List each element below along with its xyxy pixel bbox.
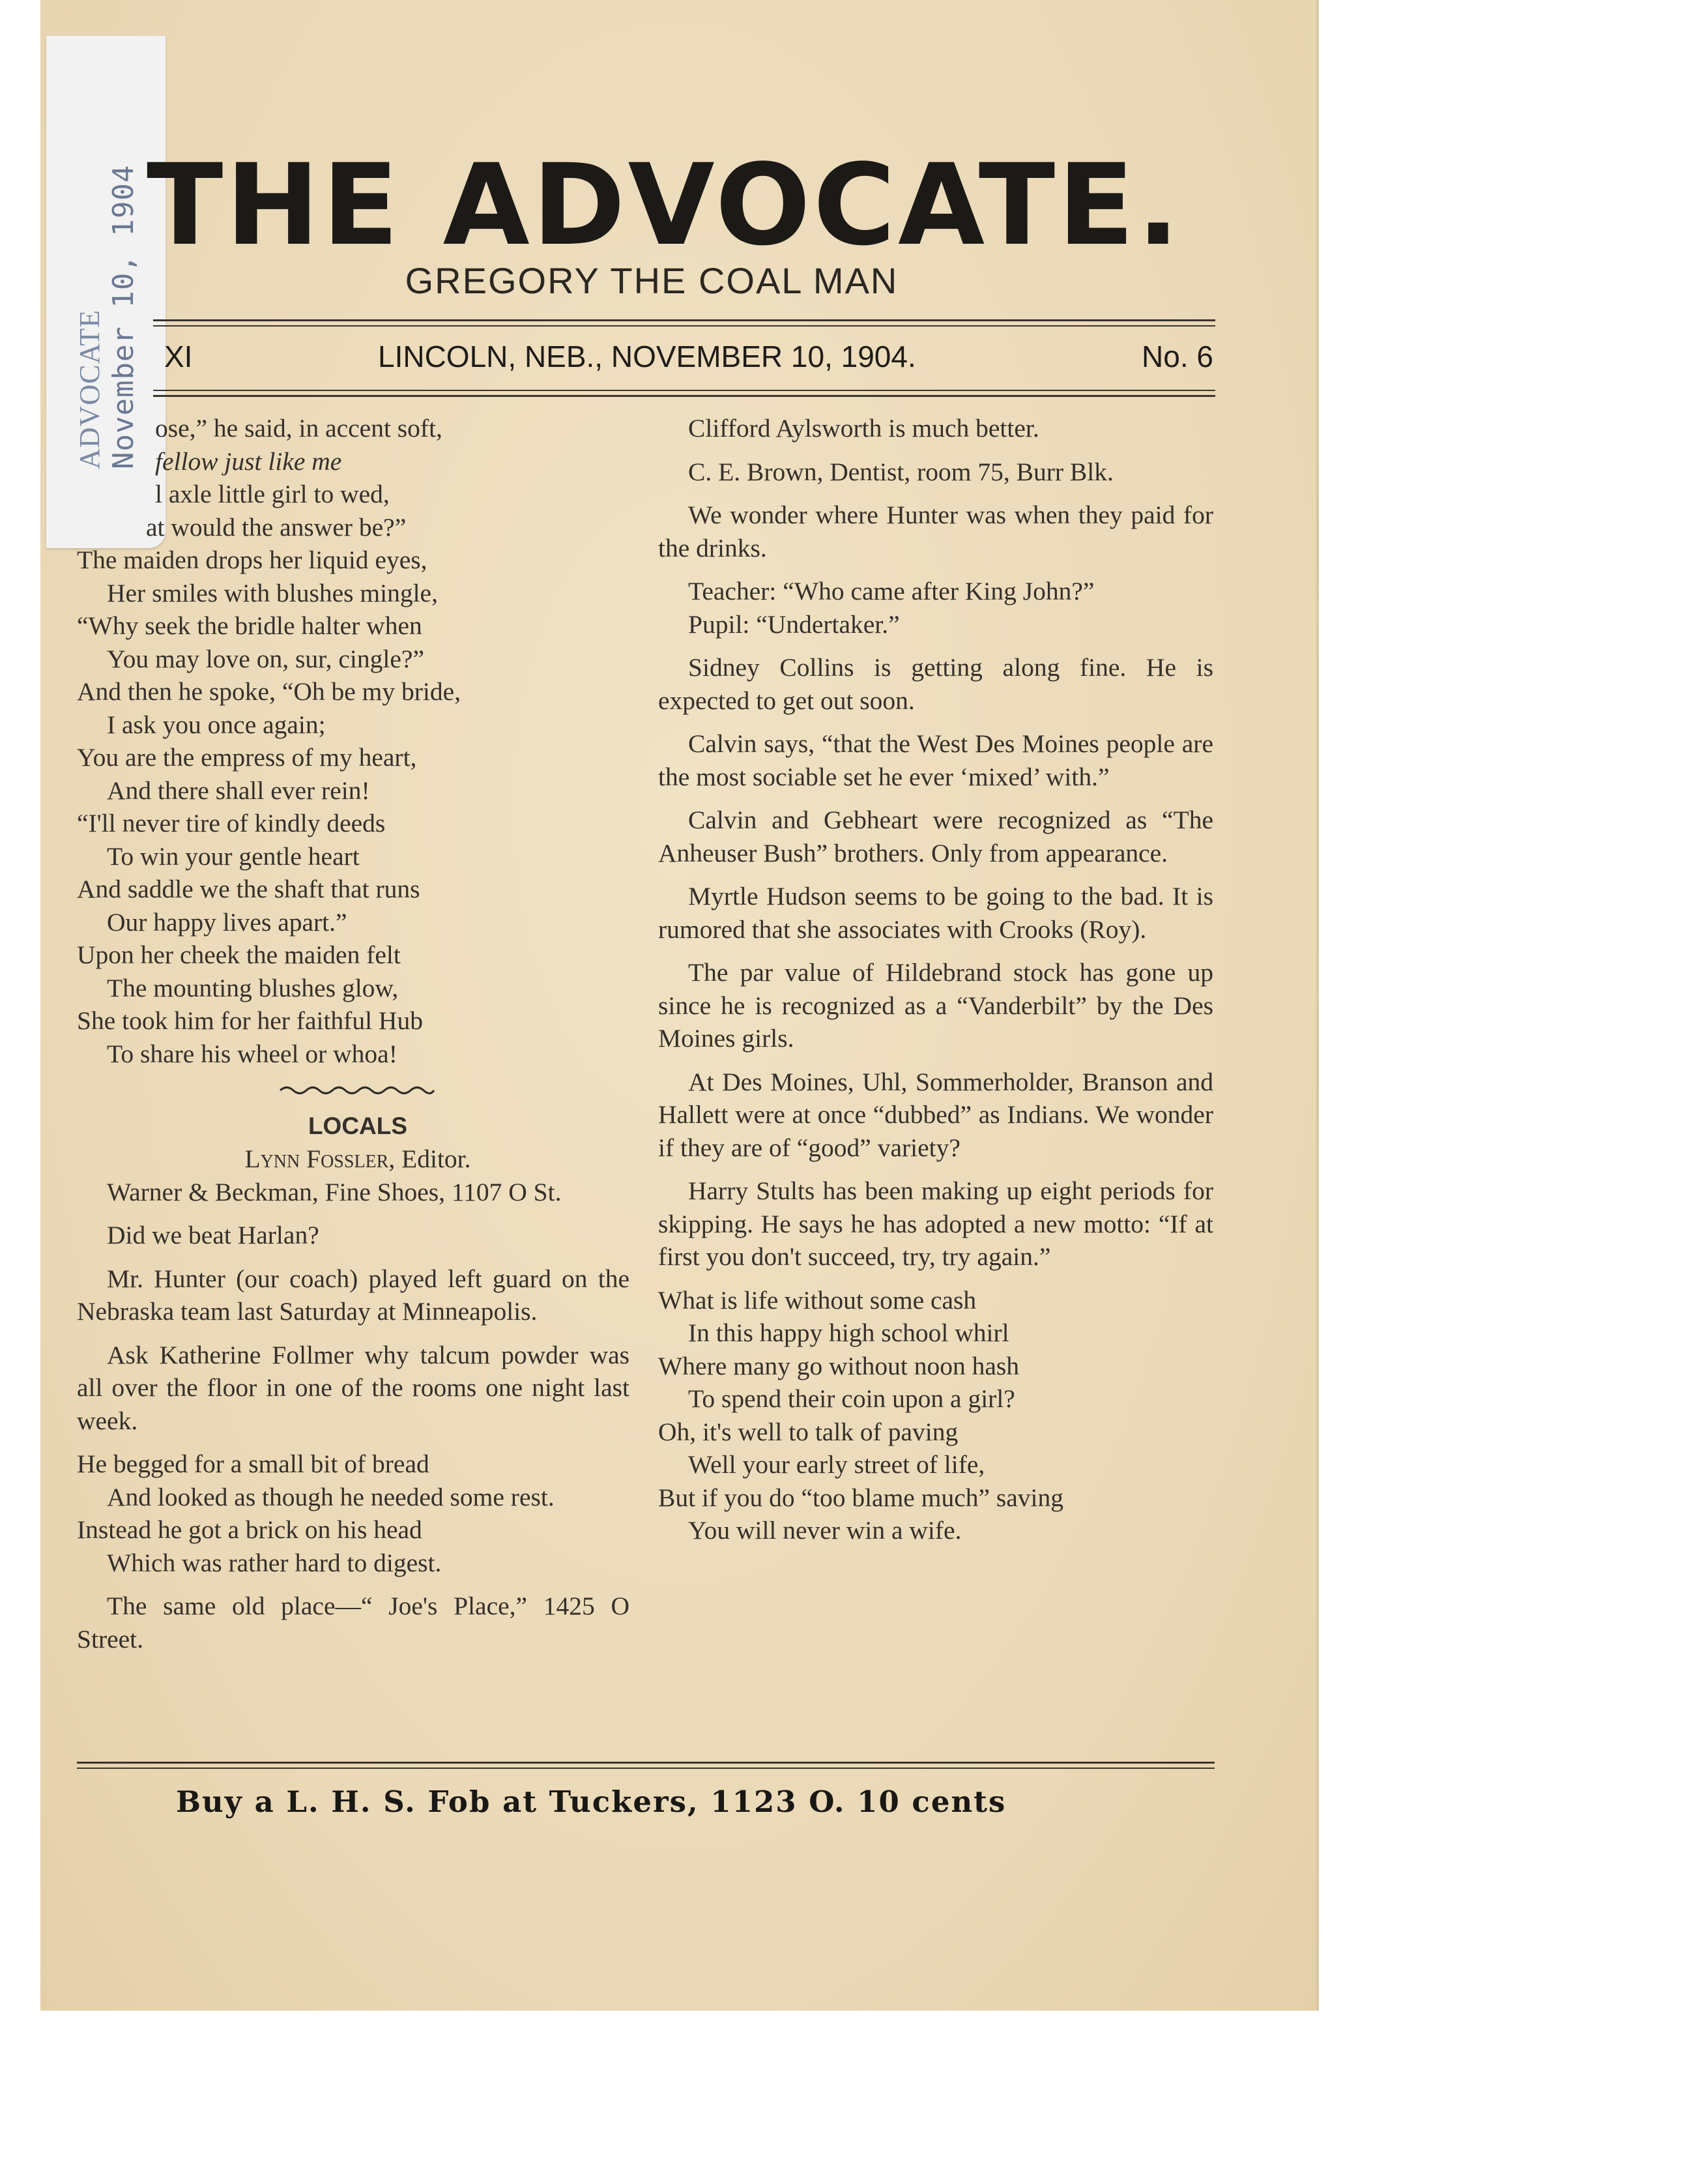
archive-stamp-title: ADVOCATE: [74, 309, 106, 469]
editor-role: Editor.: [401, 1144, 471, 1173]
poem-line: She took him for her faithful Hub: [77, 1006, 423, 1035]
poem-line: The mounting blushes glow,: [107, 973, 399, 1002]
local-item: Mr. Hunter (our coach) played left guard on the Nebraska team last Saturday at Minneapolis.: [77, 1264, 629, 1326]
poem-line: Our happy lives apart.”: [107, 907, 347, 937]
poem-line: To win your gentle heart: [107, 841, 360, 871]
local-item: Calvin and Gebheart were recognized as “The Anheuser Bush” brothers. Only from appearance.: [658, 806, 1213, 867]
masthead-rule-top-thin: [153, 325, 1215, 327]
masthead-title: THE ADVOCATE.: [147, 139, 1182, 270]
poem-line: To spend their coin upon a girl?: [688, 1384, 1015, 1413]
poem-line: ose,” he said, in accent soft,: [155, 414, 442, 443]
local-item: Sidney Collins is getting along fine. He is expected to get out soon.: [658, 653, 1213, 715]
dialogue-line: Pupil: “Undertaker.”: [688, 609, 900, 639]
poem-line: What is life without some cash: [658, 1285, 977, 1315]
local-item: We wonder where Hunter was when they paid for the drinks.: [658, 501, 1213, 562]
poem-line: And then he spoke, “Oh be my bride,: [77, 677, 461, 706]
poem-line: “Why seek the bridle halter when: [77, 611, 422, 640]
poem-line: I ask you once again;: [107, 710, 326, 739]
poem-line: But if you do “too blame much” saving: [658, 1483, 1064, 1512]
poem-line: He begged for a small bit of bread: [77, 1449, 429, 1478]
local-item: Calvin says, “that the West Des Moines people are the most sociable set he ever ‘mixed’ with.”: [658, 729, 1213, 791]
dateline-rule-thick: [153, 395, 1215, 397]
dateline-rule: [153, 390, 1215, 391]
masthead-rule-top: [153, 319, 1215, 321]
local-item: Did we beat Harlan?: [107, 1221, 319, 1249]
poem-line: “I'll never tire of kindly deeds: [77, 809, 386, 837]
poem-line: You are the empress of my heart,: [77, 743, 417, 772]
poem-line: And looked as though he needed some rest.: [107, 1482, 555, 1511]
dialogue-line: Teacher: “Who came after King John?”: [688, 577, 1095, 605]
right-column: [658, 412, 1213, 1547]
poem-line: And there shall ever rein!: [107, 776, 370, 805]
local-item: The same old place—“ Joe's Place,” 1425 O Street.: [77, 1592, 629, 1653]
poem-line: In this happy high school whirl: [688, 1318, 1009, 1347]
volume-number: XI: [164, 340, 193, 373]
poem-line: You may love on, sur, cingle?”: [107, 644, 424, 673]
issue-number: No. 6: [1142, 340, 1213, 373]
local-item: At Des Moines, Uhl, Sommerholder, Branson and Hallett were at once “dubbed” as Indians. We wonder if they are of “good” variety?: [658, 1067, 1213, 1162]
poem-line: Her smiles with blushes mingle,: [107, 578, 438, 607]
poem-line: You will never win a wife.: [688, 1516, 962, 1545]
masthead-subtitle: GREGORY THE COAL MAN: [405, 260, 899, 301]
poem-line: Which was rather hard to digest.: [107, 1548, 442, 1577]
local-item: Ask Katherine Follmer why talcum powder was all over the floor in one of the rooms one night last week.: [77, 1340, 629, 1435]
poem-line: Well your early street of life,: [688, 1450, 985, 1479]
local-item: Clifford Aylsworth is much better.: [688, 414, 1039, 443]
local-item: Warner & Beckman, Fine Shoes, 1107 O St.: [107, 1177, 562, 1206]
archive-stamp-date: November 10, 1904: [107, 164, 140, 469]
local-item: Harry Stults has been making up eight periods for skipping. He says he has adopted a new motto: “If at first you don't succeed, try, try again.”: [658, 1176, 1213, 1271]
poem-line: Upon her cheek the maiden felt: [77, 940, 401, 969]
local-item: C. E. Brown, Dentist, room 75, Burr Blk.: [688, 457, 1114, 486]
poem-line: Oh, it's well to talk of paving: [658, 1417, 959, 1446]
poem-line: fellow just like me: [155, 446, 342, 476]
poem-line: at would the answer be?”: [146, 512, 407, 542]
poem-line: Where many go without noon hash: [658, 1351, 1019, 1380]
left-column: [77, 412, 629, 1655]
poem-line: And saddle we the shaft that runs: [77, 875, 420, 903]
footer-advertisement: Buy a L. H. S. Fob at Tuckers, 1123 O. 10 cents: [176, 1784, 1007, 1819]
local-item: The par value of Hildebrand stock has gone up since he is recognized as a “Vanderbilt” by the Des Moines girls.: [658, 958, 1213, 1053]
ornamental-divider: [279, 1083, 435, 1098]
poem-line: The maiden drops her liquid eyes,: [77, 546, 427, 574]
section-heading-locals: LOCALS: [308, 1112, 408, 1139]
dateline: [156, 339, 1212, 385]
place-and-date: LINCOLN, NEB., NOVEMBER 10, 1904.: [378, 340, 916, 373]
editor-name: Lynn Fossler,: [244, 1144, 396, 1173]
poem-line: l axle little girl to wed,: [155, 480, 390, 508]
archive-stamp: [73, 0, 140, 469]
footer-rule-thin: [77, 1768, 1215, 1769]
editor-credit: [77, 1143, 629, 1176]
footer-rule-thick: [77, 1762, 1215, 1764]
poem-line: Instead he got a brick on his head: [77, 1515, 422, 1544]
local-item: Myrtle Hudson seems to be going to the bad. It is rumored that she associates with Crooks (Roy).: [658, 882, 1213, 944]
poem-line: To share his wheel or whoa!: [107, 1039, 397, 1068]
